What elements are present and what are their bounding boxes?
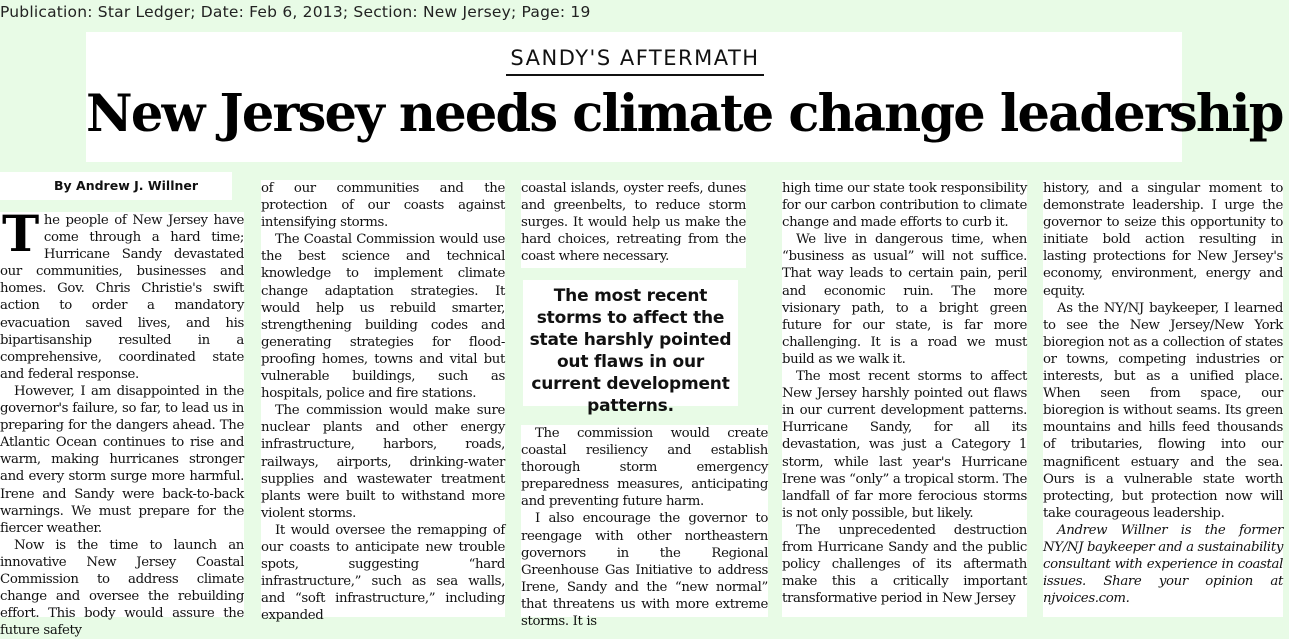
byline: By Andrew J. Willner (0, 172, 232, 200)
paragraph: coastal islands, oyster reefs, dunes and greenbelts, to reduce storm surges. It would help us make the hard choices, retreating from the coast where necessary. (521, 181, 746, 265)
paragraph: The most recent storms to affect New Jersey harshly pointed out flaws in our current development patterns. Hurricane Sandy, for all its devastation, was just a Category 1 storm, while last year's Hurricane Irene was “only” a tropical storm. The landfall of far more ferocious storms is not only possible, but likely. (782, 369, 1027, 521)
article-column-3-top (521, 180, 746, 268)
headline: New Jersey needs climate change leadership (86, 84, 1283, 144)
headline-block (86, 32, 1283, 162)
paragraph: The Coastal Commission would use the best science and technical knowledge to implement climate change adaptation strategies. It would help us rebuild smarter, strengthening building codes and generating strategies for flood-proofing homes, towns and vital but vulnerable buildings, such as hospitals, police and fire stations. (261, 232, 505, 402)
paragraph: It would oversee the remapping of our coasts to anticipate new trouble spots, suggesting “hard infrastructure,” such as sea walls, and “soft infrastructure,” including expanded (261, 522, 505, 624)
paragraph: I also encourage the governor to reengage with other northeastern governors in the Regional Greenhouse Gas Initiative to address Irene, Sandy and the “new normal” that threatens us with more extreme storms. It is (521, 511, 768, 630)
article-column-5 (1043, 180, 1283, 617)
paragraph: However, I am disappointed in the governor's failure, so far, to lead us in preparing for the dangers ahead. The Atlantic Ocean continues to rise and warm, making hurricanes stronger and every storm surge more harmful. Irene and Sandy were back-to-back warnings. We must prepare for the fiercer weather. (0, 383, 244, 536)
author-bio: Andrew Willner is the former NY/NJ baykeeper and a sustainability consultant with experience in coastal issues. Share your opinion at njvoices.com. (1043, 522, 1283, 607)
drop-cap: T (2, 204, 39, 263)
article-column-1 (0, 204, 244, 639)
paragraph: Now is the time to launch an innovative New Jersey Coastal Commission to address climate change and oversee the rebuilding effort. This body would assure the future safety (0, 537, 244, 639)
paragraph: As the NY/NJ baykeeper, I learned to see the New Jersey/New York bioregion not as a collection of states or towns, competing industries or interests, but as a unified place. When seen from space, our bioregion is without seams. Its green mountains and hills feed thousands of tributaries, flowing into our magnificent estuary and the sea. Ours is a vulnerable state worth protecting, but protection now will take courageous leadership. (1043, 300, 1283, 521)
section-kicker: SANDY'S AFTERMATH (506, 46, 764, 76)
article-column-3-bottom (521, 425, 768, 630)
pull-quote: The most recent storms to affect the state harshly pointed out flaws in our current development patterns. (523, 280, 738, 406)
paragraph: high time our state took responsibility for our carbon contribution to climate change and made efforts to curb it. (782, 181, 1027, 231)
paragraph: of our communities and the protection of our coasts against intensifying storms. (261, 181, 505, 231)
publication-info: Publication: Star Ledger; Date: Feb 6, 2013; Section: New Jersey; Page: 19 (0, 3, 591, 21)
paragraph: The unprecedented destruction from Hurricane Sandy and the public policy challenges of its aftermath make this a critically important transformative period in New Jersey (782, 522, 1027, 607)
paragraph: history, and a singular moment to demonstrate leadership. I urge the governor to seize this opportunity to initiate bold action resulting in lasting protections for New Jersey's economy, environment, energy and equity. (1043, 181, 1283, 299)
article-column-4 (782, 180, 1027, 617)
paragraph: he people of New Jersey have come through a hard time; Hurricane Sandy devastated our communities, businesses and homes. Gov. Chris Christie's swift action to order a mandatory evacuation saved lives, and his bipartisanship resulted in a comprehensive, coordinated state and federal response. (0, 213, 244, 382)
article-column-2 (261, 180, 505, 624)
paragraph: The commission would create coastal resiliency and establish thorough storm emergency preparedness measures, anticipating and preventing future harm. (521, 426, 768, 510)
paragraph: We live in dangerous time, when “business as usual” will not suffice. That way leads to certain pain, peril and economic ruin. The more visionary path, to a bright green future for our state, is far more challenging. It is a road we must build as we walk it. (782, 232, 1027, 367)
paragraph: The commission would make sure nuclear plants and other energy infrastructure, harbors, roads, railways, airports, drinking-water supplies and wastewater treatment plants were built to withstand more violent storms. (261, 403, 505, 521)
